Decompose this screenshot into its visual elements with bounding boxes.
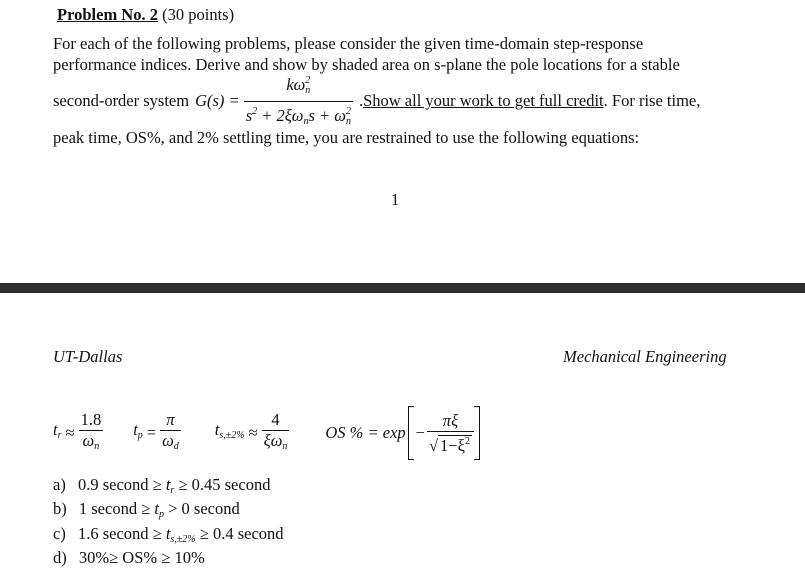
problem-points: (30 points) (162, 5, 235, 24)
intro-line-1: For each of the following problems, please consider the given time-domain step-response (53, 34, 644, 53)
eq-rise-time: $t_r$ ≈ $\frac{1.8}{\omega_n}$ (53, 410, 103, 457)
eq-os-label: OS % = exp (325, 423, 406, 442)
condition-a-var: t (165, 475, 171, 494)
page-break-divider (0, 283, 805, 293)
condition-c-label: c) (53, 524, 66, 543)
page-number: 1 (391, 190, 400, 209)
condition-d-lhs: 30%≥ OS% ≥ 10% (78, 548, 205, 567)
problem-heading (57, 5, 234, 25)
tf-numerator: $k\omega_n^2$ (286, 74, 311, 96)
condition-c-var: t (165, 524, 171, 543)
eq-tr-numerator: 1.8 (80, 409, 102, 429)
problem-title: Problem No. 2 (57, 5, 158, 24)
condition-a-rhs: ≥ 0.45 second (174, 475, 271, 494)
intro-line-3-dot: . (358, 91, 364, 110)
condition-b-rhs: > 0 second (163, 499, 240, 518)
condition-a-sub: r (170, 485, 175, 496)
intro-line-4: peak time, OS%, and 2% settling time, you are restrained to use the following equations: (53, 128, 640, 147)
condition-b-sub: p (158, 509, 164, 520)
eq-peak-time: $t_p$ = $\frac{\pi}{\omega_d}$ (133, 410, 181, 457)
intro-line-3 (53, 74, 701, 127)
condition-d-label: d) (53, 548, 67, 567)
footer-left: UT-Dallas (53, 347, 123, 366)
condition-b-label: b) (53, 499, 67, 518)
intro-line-2: performance indices. Derive and show by shaded area on s-plane the pole locations for a stable (53, 55, 680, 74)
intro-line-3-after: . For rise time, (603, 91, 701, 110)
condition-b-lhs: 1 second ≥ (78, 499, 155, 518)
condition-b (53, 499, 240, 525)
eq-tp-numerator: π (166, 409, 175, 429)
condition-b-var: t (154, 499, 159, 518)
condition-c-sub: s,±2% (170, 534, 196, 545)
intro-line-3-prefix: second-order system (53, 91, 190, 110)
condition-d (53, 548, 205, 568)
transfer-function-fraction (244, 71, 353, 132)
condition-a (53, 475, 270, 501)
eq-settling-time: $t_{s,\pm 2\%}$ ≈ $\frac{4}{\xi\omega_n}$ (215, 410, 290, 457)
show-work-note: Show all your work to get full credit (363, 91, 604, 110)
condition-c (53, 524, 284, 550)
eq-overshoot: OS % = exp − $\frac{\pi\xi}{√ 1-\xi^2}$ (325, 406, 480, 460)
transfer-function-lhs: G(s) = (195, 91, 240, 110)
footer-right: Mechanical Engineering (563, 347, 727, 366)
eq-ts-numerator: 4 (271, 409, 280, 429)
condition-c-lhs: 1.6 second ≥ (77, 524, 166, 543)
condition-c-rhs: ≥ 0.4 second (195, 524, 284, 543)
equations-row (53, 403, 480, 463)
condition-a-label: a) (53, 475, 66, 494)
tf-denominator: $s^2 + 2\xi\omega_ns + \omega_n^2$ (244, 101, 353, 132)
condition-a-lhs: 0.9 second ≥ (77, 475, 166, 494)
